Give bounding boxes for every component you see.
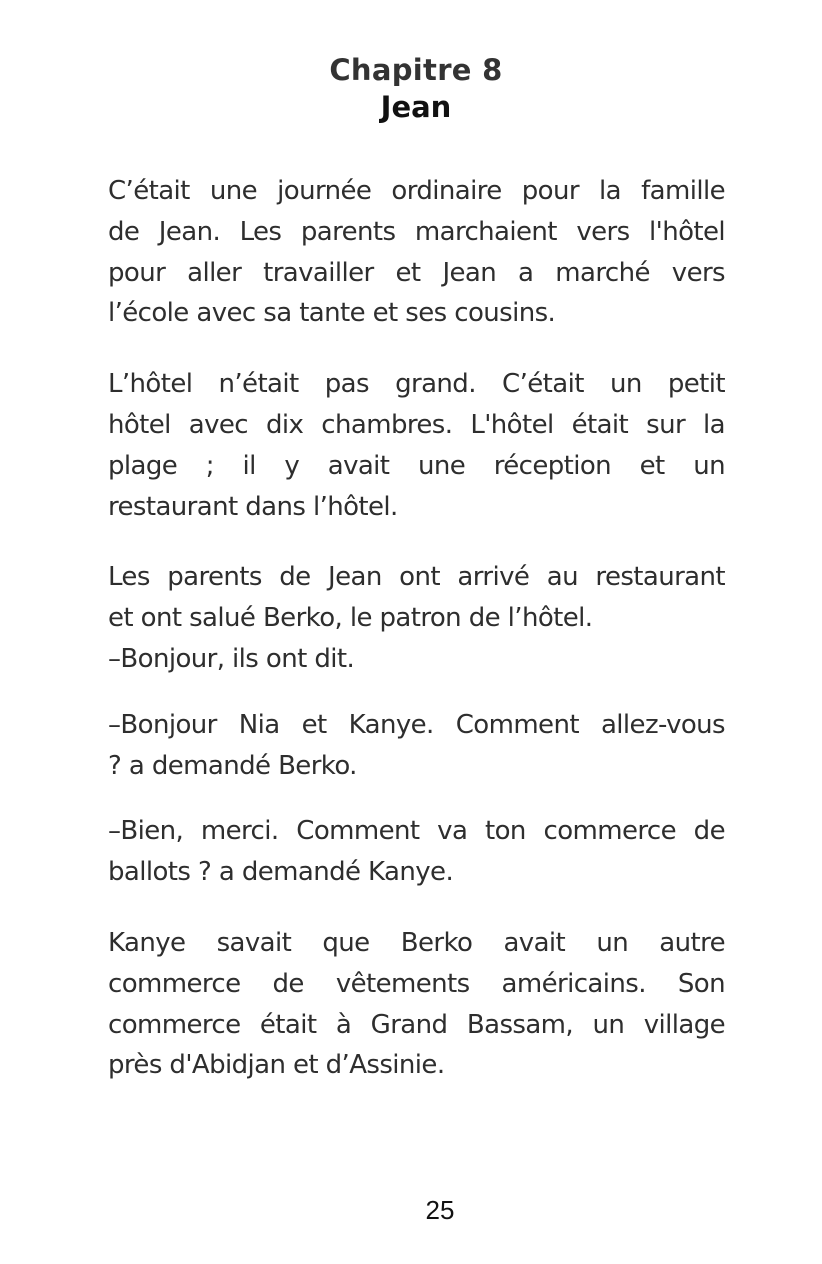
chapter-title: Jean xyxy=(380,90,452,124)
text-line: pour aller travailler et Jean a marché vers xyxy=(108,257,725,288)
text-line: ballots ? a demandé Kanye. xyxy=(108,857,454,888)
chapter-body xyxy=(108,171,725,1086)
text-line: –Bien, merci. Comment va ton commerce de xyxy=(108,816,725,847)
text-line: –Bonjour, ils ont dit. xyxy=(108,643,355,674)
text-line: Kanye savait que Berko avait un autre xyxy=(108,927,725,958)
paragraph-6 xyxy=(108,923,725,1086)
text-line: commerce était à Grand Bassam, un village xyxy=(108,1009,725,1040)
paragraph-4 xyxy=(108,705,725,787)
page-number: 25 xyxy=(425,1195,455,1225)
paragraph-3 xyxy=(108,557,725,679)
text-line: C’était une journée ordinaire pour la famille xyxy=(108,176,725,206)
text-line: de Jean. Les parents marchaient vers l'hôtel xyxy=(108,216,725,247)
paragraph-5 xyxy=(108,811,725,893)
chapter-number: Chapitre 8 xyxy=(329,53,503,87)
text-line: –Bonjour Nia et Kanye. Comment allez-vous xyxy=(108,709,725,740)
text-line: et ont salué Berko, le patron de l’hôtel. xyxy=(108,603,593,634)
text-line: L’hôtel n’était pas grand. C’était un petit xyxy=(108,369,725,400)
text-line: plage ; il y avait une réception et un xyxy=(108,450,725,481)
text-line: près d'Abidjan et d’Assinie. xyxy=(108,1050,445,1081)
text-line: restaurant dans l’hôtel. xyxy=(108,491,398,522)
paragraph-2 xyxy=(108,364,725,527)
text-line: Les parents de Jean ont arrivé au restaurant xyxy=(108,562,725,593)
text-line: hôtel avec dix chambres. L'hôtel était sur la xyxy=(108,409,725,440)
text-line: ? a demandé Berko. xyxy=(108,750,357,781)
paragraph-1 xyxy=(108,171,725,334)
text-line: l’école avec sa tante et ses cousins. xyxy=(108,298,556,329)
text-line: commerce de vêtements américains. Son xyxy=(108,968,725,999)
